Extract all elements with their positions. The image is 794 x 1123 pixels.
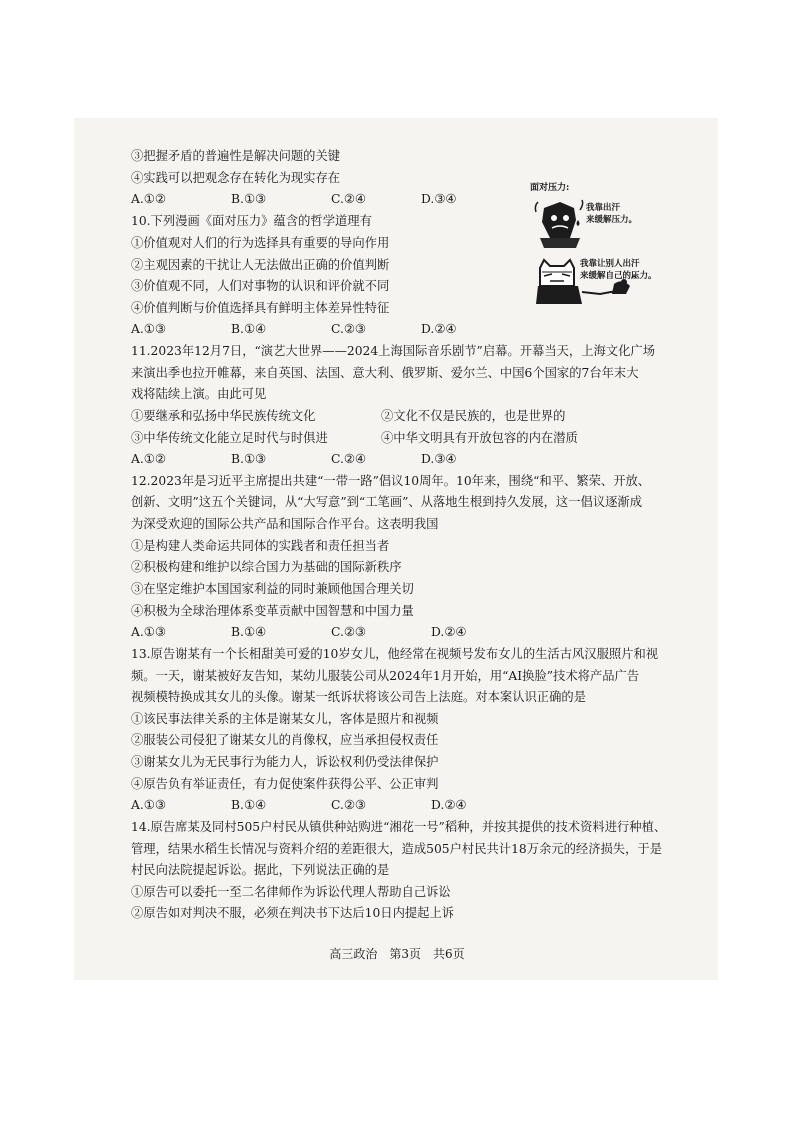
q13-stem-line1: 13.原告谢某有一个长相甜美可爱的10岁女儿，他经常在视频号发布女儿的生活古风汉服照片和视 [131,647,659,661]
q13-option-1: ①该民事法律关系的主体是谢某女儿，客体是照片和视频 [131,712,439,726]
q14-stem-line2: 管理，结果水稻生长情况与资料介绍的差距很大，造成505户村民共计18万余元的经济损失，于是 [131,842,662,856]
q10-option-1: ①价值观对人们的行为选择具有重要的导向作用 [131,236,390,250]
q12-option-4: ④积极为全球治理体系变革贡献中国智慧和中国力量 [131,604,414,618]
q13-stem-line2: 频。一天，谢某被好友告知，某幼儿服装公司从2024年1月开始，用“AI换脸”技术将产品广告 [131,669,640,683]
q12-stem-line2: 创新、文明”这五个关键词，从“大写意”到“工笔画”、从落地生根到持久发展，这一倡议逐渐成 [131,495,643,509]
q10-option-4: ④价值判断与价值选择具有鲜明主体差异性特征 [131,301,390,315]
answer-a: A.①③ [131,625,166,639]
answer-c: C.②④ [331,452,366,466]
q14-option-2: ②原告如对判决不服，必须在判决书下达后10日内提起上诉 [131,906,455,920]
answer-a: A.①② [131,192,166,206]
answer-c: C.②③ [331,625,366,639]
q10-option-2: ②主观因素的干扰让人无法做出正确的价值判断 [131,258,390,272]
q12-stem-line3: 为深受欢迎的国际公共产品和国际合作平台。这表明我国 [131,517,439,531]
cartoon-caption-bottom: 我靠让别人出汗 来缓解自己的压力。 [580,259,657,281]
answer-d: D.③④ [421,452,457,466]
q14-stem-line1: 14.原告席某及同村505户村民从镇供种站购进“湘花一号”稻种，并按其提供的技术资料进行种植、 [131,820,667,834]
pressure-cartoon [530,180,670,316]
q11-option-3: ③中华传统文化能立足时代与时俱进 [131,431,328,445]
answer-a: A.①③ [131,798,166,812]
cartoon-title: 面对压力: [530,183,570,193]
q11-stem-line1: 11.2023年12月7日，“演艺大世界——2024上海国际音乐剧节”启幕。开幕当天，上海文化广场 [131,344,655,358]
q11-stem-line3: 戏将陆续上演。由此可见 [131,387,267,401]
q13-answers [131,795,691,815]
q13-option-3: ③谢某女儿为无民事行为能力人，诉讼权利仍受法律保护 [131,755,439,769]
cartoon-drawing [530,180,670,316]
q12-answers [131,622,691,642]
answer-d: D.②④ [431,625,467,639]
q10-answers [131,319,691,339]
q11-stem-line2: 来演出季也拉开帷幕，来自英国、法国、意大利、俄罗斯、爱尔兰、中国6个国家的7台年末大 [131,366,639,380]
answer-a: A.①② [131,452,166,466]
q12-stem-line1: 12.2023年是习近平主席提出共建“一带一路”倡议10周年。10年来，围绕“和平、繁荣、开放、 [131,474,651,488]
answer-b: B.①④ [231,625,266,639]
answer-b: B.①④ [231,798,266,812]
q14-stem-line3: 村民向法院提起诉讼。据此，下列说法正确的是 [131,863,390,877]
q14-option-1: ①原告可以委托一至二名律师作为诉讼代理人帮助自己诉讼 [131,885,451,899]
answer-c: C.②③ [331,322,366,336]
answer-b: B.①④ [231,322,266,336]
answer-a: A.①③ [131,322,166,336]
q11-option-4: ④中华文明具有开放包容的内在潜质 [381,431,578,445]
answer-d: D.②④ [431,798,467,812]
answer-d: D.③④ [421,192,457,206]
q10-option-3: ③价值观不同，人们对事物的认识和评价就不同 [131,279,390,293]
q9-option-3: ③把握矛盾的普遍性是解决问题的关键 [131,149,341,163]
q11-option-2: ②文化不仅是民族的，也是世界的 [381,409,566,423]
q11-options-row1 [131,406,691,426]
q9-option-4: ④实践可以把观念存在转化为现实存在 [131,171,341,185]
q12-option-1: ①是构建人类命运共同体的实践者和责任担当者 [131,539,390,553]
q11-option-1: ①要继承和弘扬中华民族传统文化 [131,409,316,423]
q12-option-2: ②积极构建和维护以综合国力为基础的国际新秩序 [131,560,402,574]
answer-b: B.①③ [231,192,266,206]
q13-option-4: ④原告负有举证责任，有力促使案件获得公平、公正审判 [131,777,439,791]
cartoon-caption-top: 我靠出汗 来缓解压力。 [586,203,638,225]
answer-d: D.②④ [421,322,457,336]
q10-stem: 10.下列漫画《面对压力》蕴含的哲学道理有 [131,214,372,228]
page-footer: 高三政治 第3页 共6页 [329,947,465,961]
q11-options-row2 [131,428,691,448]
q13-stem-line3: 视频模特换成其女儿的头像。谢某一纸诉状将该公司告上法庭。对本案认识正确的是 [131,690,586,704]
q11-answers [131,449,691,469]
answer-b: B.①③ [231,452,266,466]
answer-c: C.②④ [331,192,366,206]
answer-c: C.②③ [331,798,366,812]
q13-option-2: ②服装公司侵犯了谢某女儿的肖像权，应当承担侵权责任 [131,733,439,747]
q12-option-3: ③在坚定维护本国国家利益的同时兼顾他国合理关切 [131,582,414,596]
